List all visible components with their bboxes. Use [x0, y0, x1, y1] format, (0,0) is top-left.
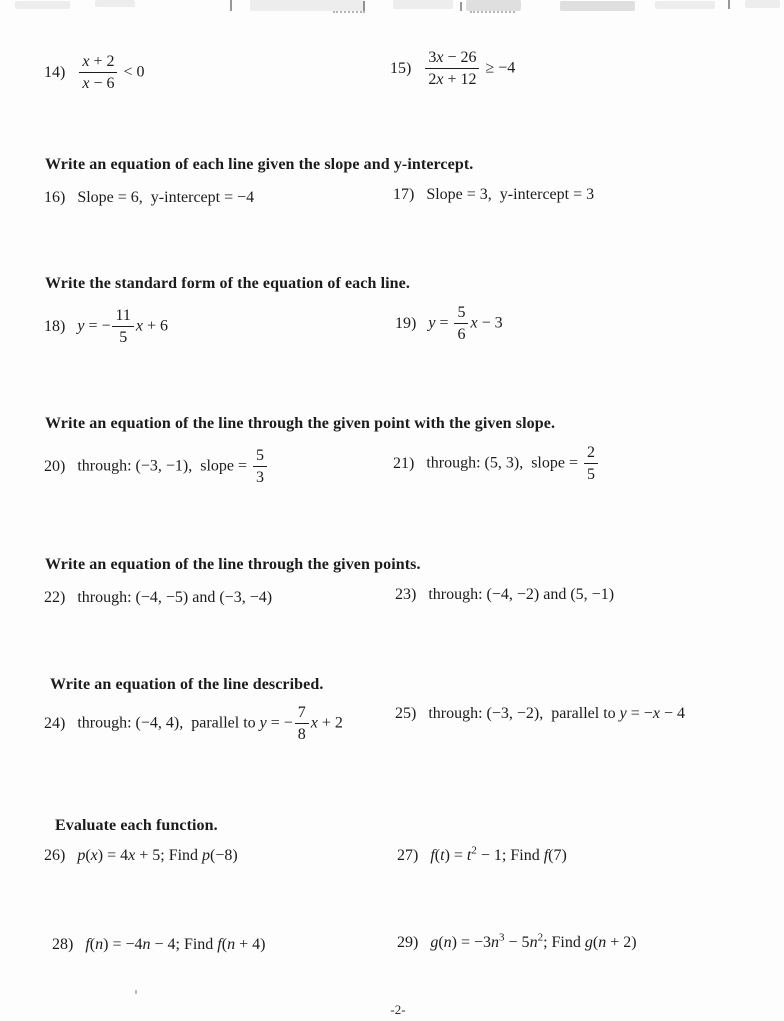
scan-artifact	[333, 11, 365, 13]
problem-20	[44, 446, 269, 487]
problem-expression: $\frac{x + 2}{x - 6}$ < 0	[77, 52, 144, 93]
section-header-slope-intercept: Write an equation of each line given the slope and y-intercept.	[45, 156, 474, 173]
problem-number: 15)	[390, 59, 412, 77]
problem-17	[393, 186, 594, 204]
problem-expression: through: (5, 3), slope = $\frac{2}{5}$	[426, 443, 600, 484]
problem-28	[52, 936, 265, 954]
scan-artifact	[135, 990, 137, 994]
section-header-evaluate: Evaluate each function.	[55, 817, 218, 834]
problem-expression: Slope = 3, y-intercept = 3	[426, 186, 595, 203]
problem-16	[44, 189, 254, 207]
problem-18	[44, 306, 168, 347]
problem-number: 20)	[44, 457, 66, 475]
problem-expression: p(x) = 4x + 5; Find p(−8)	[77, 847, 238, 864]
problem-expression: through: (−4, −2) and (5, −1)	[428, 586, 615, 603]
problem-number: 25)	[395, 705, 417, 722]
problem-number: 22)	[44, 589, 66, 606]
scan-artifact	[393, 0, 453, 9]
problem-expression: through: (−4, 4), parallel to y = − $\frac{7}{8}$ x + 2	[77, 704, 343, 744]
page-number: -2-	[390, 1002, 406, 1017]
scan-artifact	[230, 0, 232, 11]
problem-number: 23)	[395, 586, 417, 603]
scan-artifact	[466, 0, 521, 11]
problem-expression: $\frac{3x - 26}{2x + 12}$ ≥ −4	[423, 48, 515, 89]
section-header-standard-form: Write the standard form of the equation of each line.	[45, 275, 410, 292]
scan-artifact	[95, 0, 135, 7]
problem-19	[395, 303, 503, 344]
problem-expression: $g(n) = -3n^3 - 5n^2$; Find g(n + 2)	[430, 931, 637, 951]
problem-14	[44, 52, 145, 93]
problem-number: 26)	[44, 847, 66, 864]
scan-artifact	[470, 11, 515, 13]
scan-artifact	[15, 1, 70, 9]
problem-number: 18)	[44, 317, 66, 335]
problem-expression: f(n) = −4n − 4; Find f(n + 4)	[85, 936, 266, 953]
problem-expression: through: (−4, −5) and (−3, −4)	[77, 589, 273, 606]
problem-number: 21)	[393, 454, 415, 472]
problem-expression: y = − $\frac{11}{5}$ x + 6	[77, 307, 169, 347]
problem-number: 27)	[397, 847, 419, 864]
scan-artifact	[655, 1, 715, 9]
section-header-point-slope: Write an equation of the line through the given point with the given slope.	[45, 415, 556, 432]
problem-expression: y = $\frac{5}{6}$ x − 3	[428, 304, 503, 344]
problem-21	[393, 443, 600, 484]
scan-artifact	[560, 1, 635, 11]
section-header-two-points: Write an equation of the line through the given points.	[45, 556, 421, 573]
problem-expression: $f(t) = t^2 - 1$; Find f(7)	[430, 844, 567, 864]
problem-number: 24)	[44, 714, 66, 732]
scan-artifact	[460, 2, 462, 11]
problem-15	[390, 48, 515, 89]
problem-expression: through: (−3, −1), slope = $\frac{5}{3}$	[77, 446, 269, 487]
problem-number: 19)	[395, 314, 417, 332]
scan-artifact	[728, 0, 730, 9]
problem-23	[395, 586, 614, 604]
problem-29	[397, 931, 637, 952]
problem-expression: through: (−3, −2), parallel to y = −x − 4	[428, 705, 685, 722]
problem-number: 16)	[44, 189, 66, 206]
problem-number: 29)	[397, 934, 419, 951]
problem-number: 17)	[393, 186, 415, 203]
problem-24	[44, 703, 343, 744]
problem-25	[395, 705, 685, 723]
scan-artifact	[363, 1, 365, 11]
scan-artifact	[250, 0, 365, 11]
scan-artifact	[745, 0, 780, 8]
problem-number: 14)	[44, 63, 66, 81]
problem-26	[44, 847, 238, 865]
problem-27	[397, 844, 567, 865]
section-header-described: Write an equation of the line described.	[50, 676, 324, 693]
problem-22	[44, 589, 272, 607]
problem-expression: Slope = 6, y-intercept = −4	[77, 189, 255, 206]
problem-number: 28)	[52, 936, 74, 953]
